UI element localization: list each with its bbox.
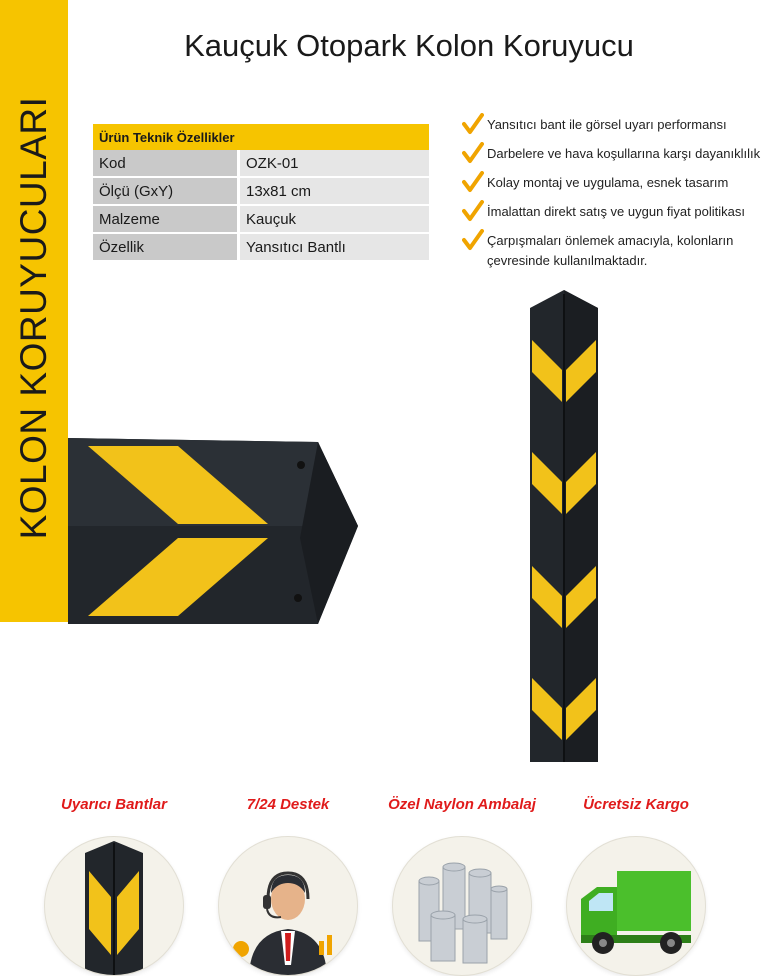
product-column-image [526, 290, 602, 762]
delivery-truck-icon [566, 836, 706, 976]
feature-text: İmalattan direkt satış ve uygun fiyat politikası [487, 204, 745, 219]
spec-table [93, 124, 429, 262]
badge-packaging [382, 794, 542, 976]
badge-title: 7/24 Destek [246, 796, 330, 813]
table-row [93, 177, 429, 205]
page-title: Kauçuk Otopark Kolon Koruyucu [184, 28, 634, 63]
badge-title: Özel Naylon Ambalaj [388, 796, 536, 813]
badge-free-shipping [556, 794, 716, 976]
table-row [93, 150, 429, 177]
spec-value: 13x81 cm [239, 177, 430, 205]
spec-key: Malzeme [93, 205, 239, 233]
list-item [462, 173, 767, 193]
warning-bands-icon [44, 836, 184, 976]
side-banner-text: KOLON KORUYUCULARI [13, 96, 54, 540]
feature-text: Yansıtıcı bant ile görsel uyarı performansı [487, 117, 727, 132]
side-banner [0, 0, 68, 622]
spec-key: Ölçü (GxY) [93, 177, 239, 205]
nylon-rolls-icon [392, 836, 532, 976]
list-item [462, 144, 767, 164]
feature-text: Çarpışmaları önlemek amacıyla, kolonların çevresinde kullanılmaktadır. [487, 233, 734, 268]
checkmark-icon [462, 142, 484, 164]
badge-title: Ücretsiz Kargo [583, 796, 689, 813]
spec-value: Kauçuk [239, 205, 430, 233]
feature-text: Darbelere ve hava koşullarına karşı dayanıklılık [487, 146, 761, 161]
support-agent-icon [218, 836, 358, 976]
badge-support [208, 794, 368, 976]
spec-key: Kod [93, 150, 239, 177]
spec-value: OZK-01 [239, 150, 430, 177]
list-item [462, 115, 767, 135]
checkmark-icon [462, 200, 484, 222]
badge-title: Uyarıcı Bantlar [61, 796, 167, 813]
table-row [93, 233, 429, 261]
feature-list [462, 115, 767, 280]
feature-text: Kolay montaj ve uygulama, esnek tasarım [487, 175, 729, 190]
checkmark-icon [462, 171, 484, 193]
spec-value: Yansıtıcı Bantlı [239, 233, 430, 261]
list-item [462, 231, 767, 271]
checkmark-icon [462, 229, 484, 251]
table-row [93, 205, 429, 233]
spec-table-header: Ürün Teknik Özellikler [93, 124, 429, 150]
checkmark-icon [462, 113, 484, 135]
product-closeup-image [68, 438, 358, 624]
list-item [462, 202, 767, 222]
badge-warning-bands [34, 794, 194, 976]
spec-key: Özellik [93, 233, 239, 261]
